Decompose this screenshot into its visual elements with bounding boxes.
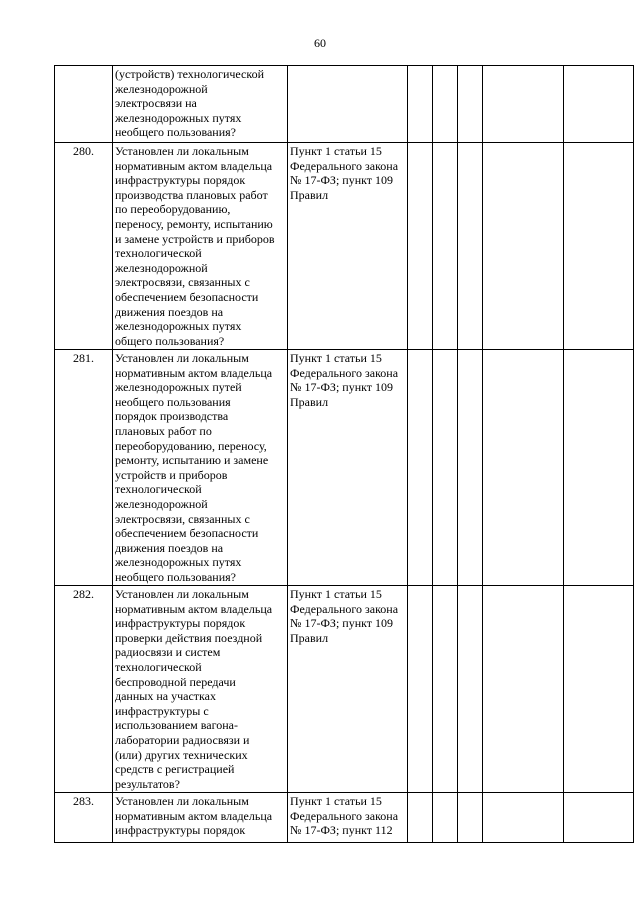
question-cell: Установлен ли локальным нормативным актом владельца инфраструктуры порядок xyxy=(113,793,288,843)
table-row xyxy=(55,143,634,350)
row-number: 283. xyxy=(55,793,113,843)
row-number: 280. xyxy=(55,143,113,350)
extra-cell xyxy=(564,143,634,350)
notes-cell xyxy=(483,793,564,843)
reference-cell: Пункт 1 статьи 15 Федерального закона № 17-ФЗ; пункт 109 Правил xyxy=(288,350,408,586)
answer-na-cell xyxy=(458,143,483,350)
extra-cell xyxy=(564,350,634,586)
notes-cell xyxy=(483,143,564,350)
answer-no-cell xyxy=(433,350,458,586)
checklist-table xyxy=(54,65,634,843)
answer-no-cell xyxy=(433,143,458,350)
answer-na-cell xyxy=(458,793,483,843)
reference-cell xyxy=(288,66,408,143)
question-cell: Установлен ли локальным нормативным актом владельца инфраструктуры порядок производства плановых работ по переоборудованию, переносу, ремонту, испытанию и замене устройств и приборов технологической железнодорожной электросвязи, связанных с обеспечением безопасности движения поездов на железнодорожных путях общего пользования? xyxy=(113,143,288,350)
reference-cell: Пункт 1 статьи 15 Федерального закона № 17-ФЗ; пункт 109 Правил xyxy=(288,586,408,793)
answer-na-cell xyxy=(458,350,483,586)
answer-yes-cell xyxy=(408,143,433,350)
answer-na-cell xyxy=(458,586,483,793)
table-row xyxy=(55,793,634,843)
answer-yes-cell xyxy=(408,350,433,586)
answer-no-cell xyxy=(433,793,458,843)
extra-cell xyxy=(564,793,634,843)
row-number: 281. xyxy=(55,350,113,586)
answer-yes-cell xyxy=(408,586,433,793)
table-row xyxy=(55,586,634,793)
notes-cell xyxy=(483,350,564,586)
extra-cell xyxy=(564,66,634,143)
reference-cell: Пункт 1 статьи 15 Федерального закона № 17-ФЗ; пункт 112 xyxy=(288,793,408,843)
question-cell: Установлен ли локальным нормативным актом владельца инфраструктуры порядок проверки действия поездной радиосвязи и систем технологической беспроводной передачи данных на участках инфраструктуры с использованием вагона- лаборатории радиосвязи и (или) других технических средств с регистрацией результатов? xyxy=(113,586,288,793)
answer-no-cell xyxy=(433,586,458,793)
page-number: 60 xyxy=(314,36,326,50)
question-cell: (устройств) технологической железнодорожной электросвязи на железнодорожных путях необщего пользования? xyxy=(113,66,288,143)
answer-no-cell xyxy=(433,66,458,143)
extra-cell xyxy=(564,586,634,793)
row-number xyxy=(55,66,113,143)
answer-yes-cell xyxy=(408,66,433,143)
question-cell: Установлен ли локальным нормативным актом владельца железнодорожных путей необщего пользования порядок производства плановых работ по переоборудованию, переносу, ремонту, испытанию и замене устройств и приборов технологической железнодорожной электросвязи, связанных с обеспечением безопасности движения поездов на железнодорожных путях необщего пользования? xyxy=(113,350,288,586)
table-row xyxy=(55,350,634,586)
answer-yes-cell xyxy=(408,793,433,843)
notes-cell xyxy=(483,586,564,793)
notes-cell xyxy=(483,66,564,143)
row-number: 282. xyxy=(55,586,113,793)
table-row xyxy=(55,66,634,143)
answer-na-cell xyxy=(458,66,483,143)
reference-cell: Пункт 1 статьи 15 Федерального закона № 17-ФЗ; пункт 109 Правил xyxy=(288,143,408,350)
